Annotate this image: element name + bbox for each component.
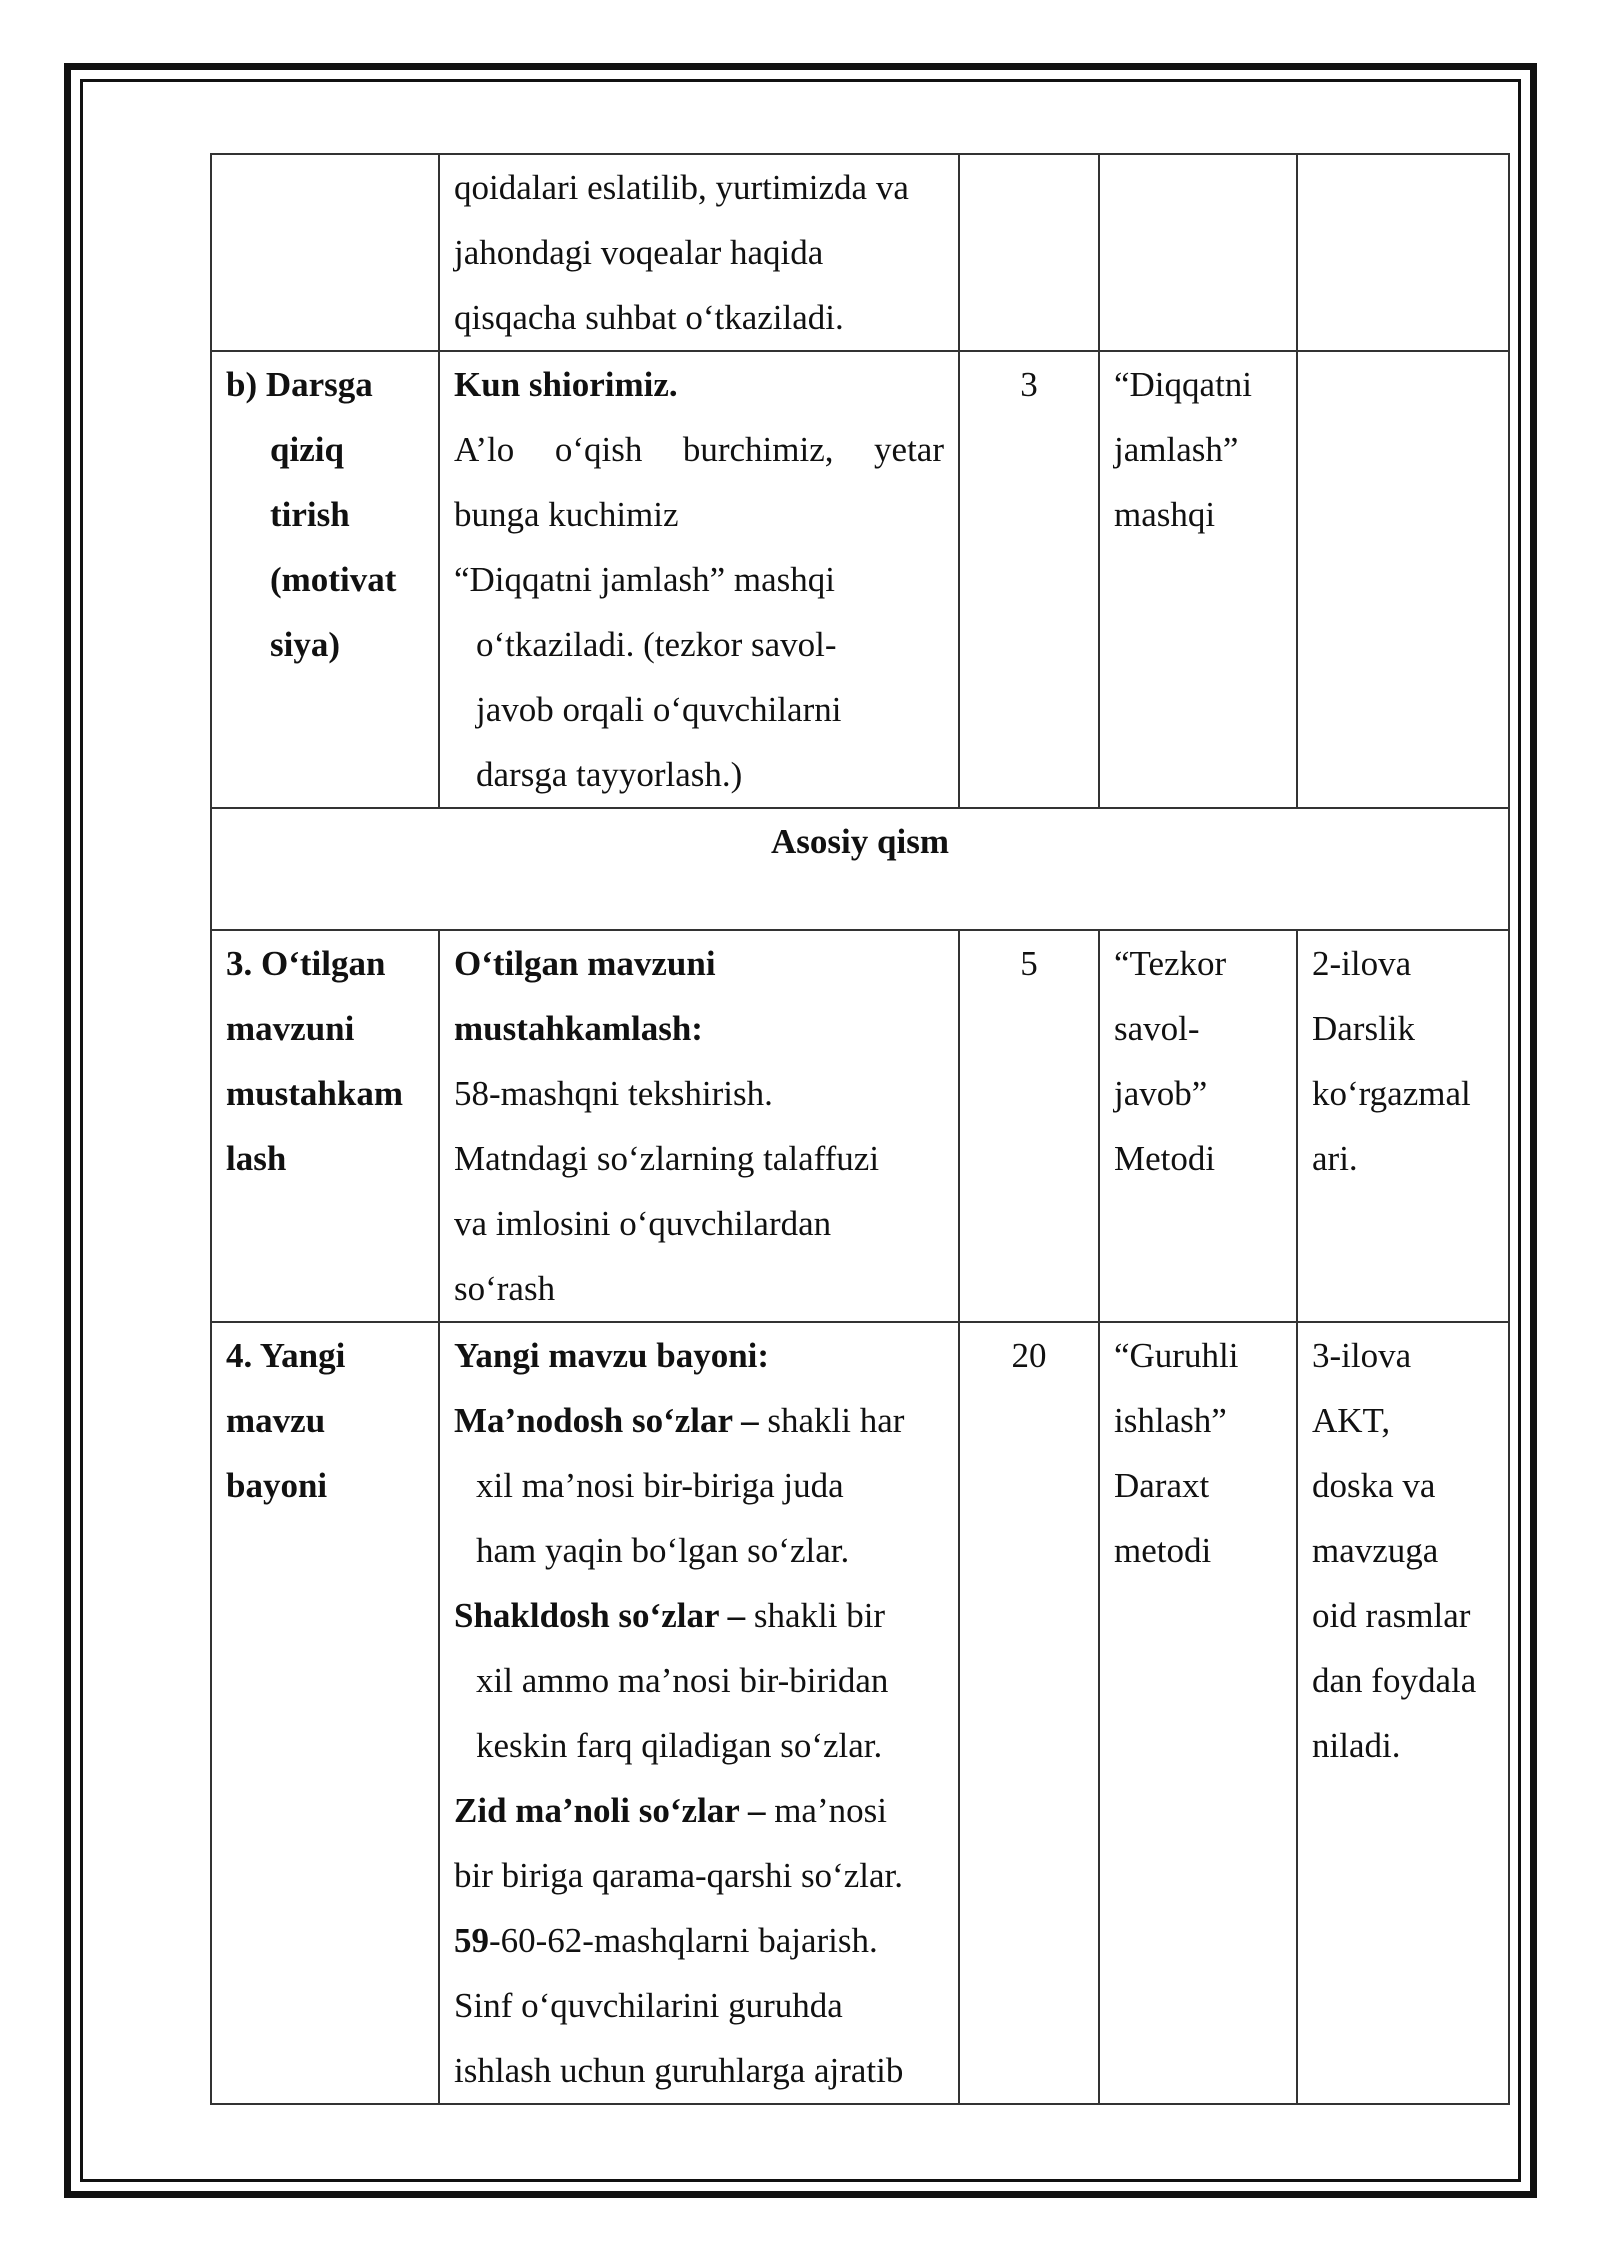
- time-cell: 3: [959, 351, 1099, 808]
- method-line: “Guruhli: [1114, 1336, 1239, 1375]
- time-cell: [959, 154, 1099, 351]
- section-row: [211, 808, 1509, 930]
- motto-line: bunga kuchimiz: [454, 495, 679, 534]
- stage-title-line: bayoni: [226, 1466, 328, 1505]
- definition-text: shakli har: [758, 1401, 905, 1440]
- method-cell: [1099, 1322, 1297, 2104]
- definition-synonyms: [454, 1388, 944, 1453]
- exercise-number: 59: [454, 1921, 489, 1960]
- time-cell: 20: [959, 1322, 1099, 2104]
- definition-line: bir biriga qarama-qarshi so‘zlar.: [454, 1856, 903, 1895]
- content-cell: [439, 351, 959, 808]
- stage-title-line: mavzu: [226, 1401, 326, 1440]
- stage-cell: [211, 351, 439, 808]
- method-line: “Diqqatni: [1114, 365, 1253, 404]
- stage-cell: [211, 1322, 439, 2104]
- method-line: mashqi: [1114, 495, 1216, 534]
- resource-line: oid rasmlar: [1312, 1596, 1471, 1635]
- table-row: [211, 351, 1509, 808]
- definition-term: Zid ma’noli so‘zlar –: [454, 1791, 766, 1830]
- resource-line: dan foydala: [1312, 1661, 1477, 1700]
- exercise-line: [454, 1908, 944, 1973]
- table-row: [211, 1322, 1509, 2104]
- definition-antonyms: [454, 1778, 944, 1843]
- exercise-line: javob orqali o‘quvchilarni: [476, 690, 842, 729]
- definition-line: xil ma’nosi bir-biriga juda: [476, 1466, 844, 1505]
- table-row: [211, 154, 1509, 351]
- method-line: savol-: [1114, 1009, 1200, 1048]
- method-cell: [1099, 351, 1297, 808]
- definition-text: shakli bir: [745, 1596, 886, 1635]
- definition-line: ham yaqin bo‘lgan so‘zlar.: [476, 1531, 850, 1570]
- content-line: 58-mashqni tekshirish.: [454, 1074, 773, 1113]
- definition-line: xil ammo ma’nosi bir-biridan: [476, 1661, 889, 1700]
- content-line: Sinf o‘quvchilarini guruhda: [454, 1986, 843, 2025]
- method-line: Metodi: [1114, 1139, 1216, 1178]
- stage-cell: [211, 154, 439, 351]
- method-cell: [1099, 930, 1297, 1322]
- content-cell: [439, 930, 959, 1322]
- lesson-plan-table: [210, 153, 1510, 2105]
- stage-title-line: (motivat: [270, 560, 397, 599]
- definition-text: ma’nosi: [765, 1791, 887, 1830]
- stage-title-line: mavzuni: [226, 1009, 355, 1048]
- stage-title-line: qiziq: [270, 430, 344, 469]
- exercise-line: o‘tkaziladi. (tezkor savol-: [476, 625, 837, 664]
- content-line: so‘rash: [454, 1269, 556, 1308]
- resource-cell: [1297, 351, 1509, 808]
- stage-title-line: mustahkam: [226, 1074, 403, 1113]
- content-line: va imlosini o‘quvchilardan: [454, 1204, 832, 1243]
- content-line: qoidalari eslatilib, yurtimizda va: [454, 168, 909, 207]
- content-cell: [439, 154, 959, 351]
- stage-title-line: tirish: [270, 495, 350, 534]
- definition-line: keskin farq qiladigan so‘zlar.: [476, 1726, 883, 1765]
- resource-line: ko‘rgazmal: [1312, 1074, 1471, 1113]
- time-cell: 5: [959, 930, 1099, 1322]
- stage-title-line: 4. Yangi: [226, 1336, 346, 1375]
- resource-cell: [1297, 1322, 1509, 2104]
- resource-line: mavzuga: [1312, 1531, 1439, 1570]
- definition-term: Ma’nodosh so‘zlar –: [454, 1401, 759, 1440]
- content-line: jahondagi voqealar haqida: [454, 233, 824, 272]
- resource-line: 2-ilova: [1312, 944, 1412, 983]
- content-heading: O‘tilgan mavzuni: [454, 944, 716, 983]
- stage-title-line: siya): [270, 625, 340, 664]
- stage-title-line: 3. O‘tilgan: [226, 944, 386, 983]
- resource-cell: [1297, 154, 1509, 351]
- table-row: [211, 930, 1509, 1322]
- resource-cell: [1297, 930, 1509, 1322]
- resource-line: niladi.: [1312, 1726, 1401, 1765]
- exercise-line: darsga tayyorlash.): [476, 755, 743, 794]
- method-line: Daraxt: [1114, 1466, 1210, 1505]
- content-heading: mustahkamlash:: [454, 1009, 703, 1048]
- content-heading: Yangi mavzu bayoni:: [454, 1336, 770, 1375]
- content-cell: [439, 1322, 959, 2104]
- resource-line: 3-ilova: [1312, 1336, 1412, 1375]
- exercise-text: -60-62-mashqlarni bajarish.: [489, 1921, 878, 1960]
- method-line: javob”: [1114, 1074, 1208, 1113]
- motto-line: A’lo o‘qish burchimiz, yetar: [454, 430, 944, 469]
- method-cell: [1099, 154, 1297, 351]
- method-line: jamlash”: [1114, 430, 1239, 469]
- method-line: “Tezkor: [1114, 944, 1227, 983]
- content-line: ishlash uchun guruhlarga ajratib: [454, 2051, 904, 2090]
- content-heading: Kun shiorimiz.: [454, 365, 678, 404]
- stage-cell: [211, 930, 439, 1322]
- resource-line: Darslik: [1312, 1009, 1416, 1048]
- resource-line: doska va: [1312, 1466, 1436, 1505]
- content-line: Matndagi so‘zlarning talaffuzi: [454, 1139, 880, 1178]
- definition-term: Shakldosh so‘zlar –: [454, 1596, 746, 1635]
- definition-homonyms: [454, 1583, 944, 1648]
- method-line: ishlash”: [1114, 1401, 1227, 1440]
- content-line: qisqacha suhbat o‘tkaziladi.: [454, 298, 844, 337]
- exercise-line: “Diqqatni jamlash” mashqi: [454, 560, 836, 599]
- method-line: metodi: [1114, 1531, 1212, 1570]
- stage-title-line: lash: [226, 1139, 287, 1178]
- resource-line: AKT,: [1312, 1401, 1391, 1440]
- section-title: Asosiy qism: [211, 808, 1509, 930]
- resource-line: ari.: [1312, 1139, 1358, 1178]
- stage-title: b) Darsga: [226, 365, 373, 404]
